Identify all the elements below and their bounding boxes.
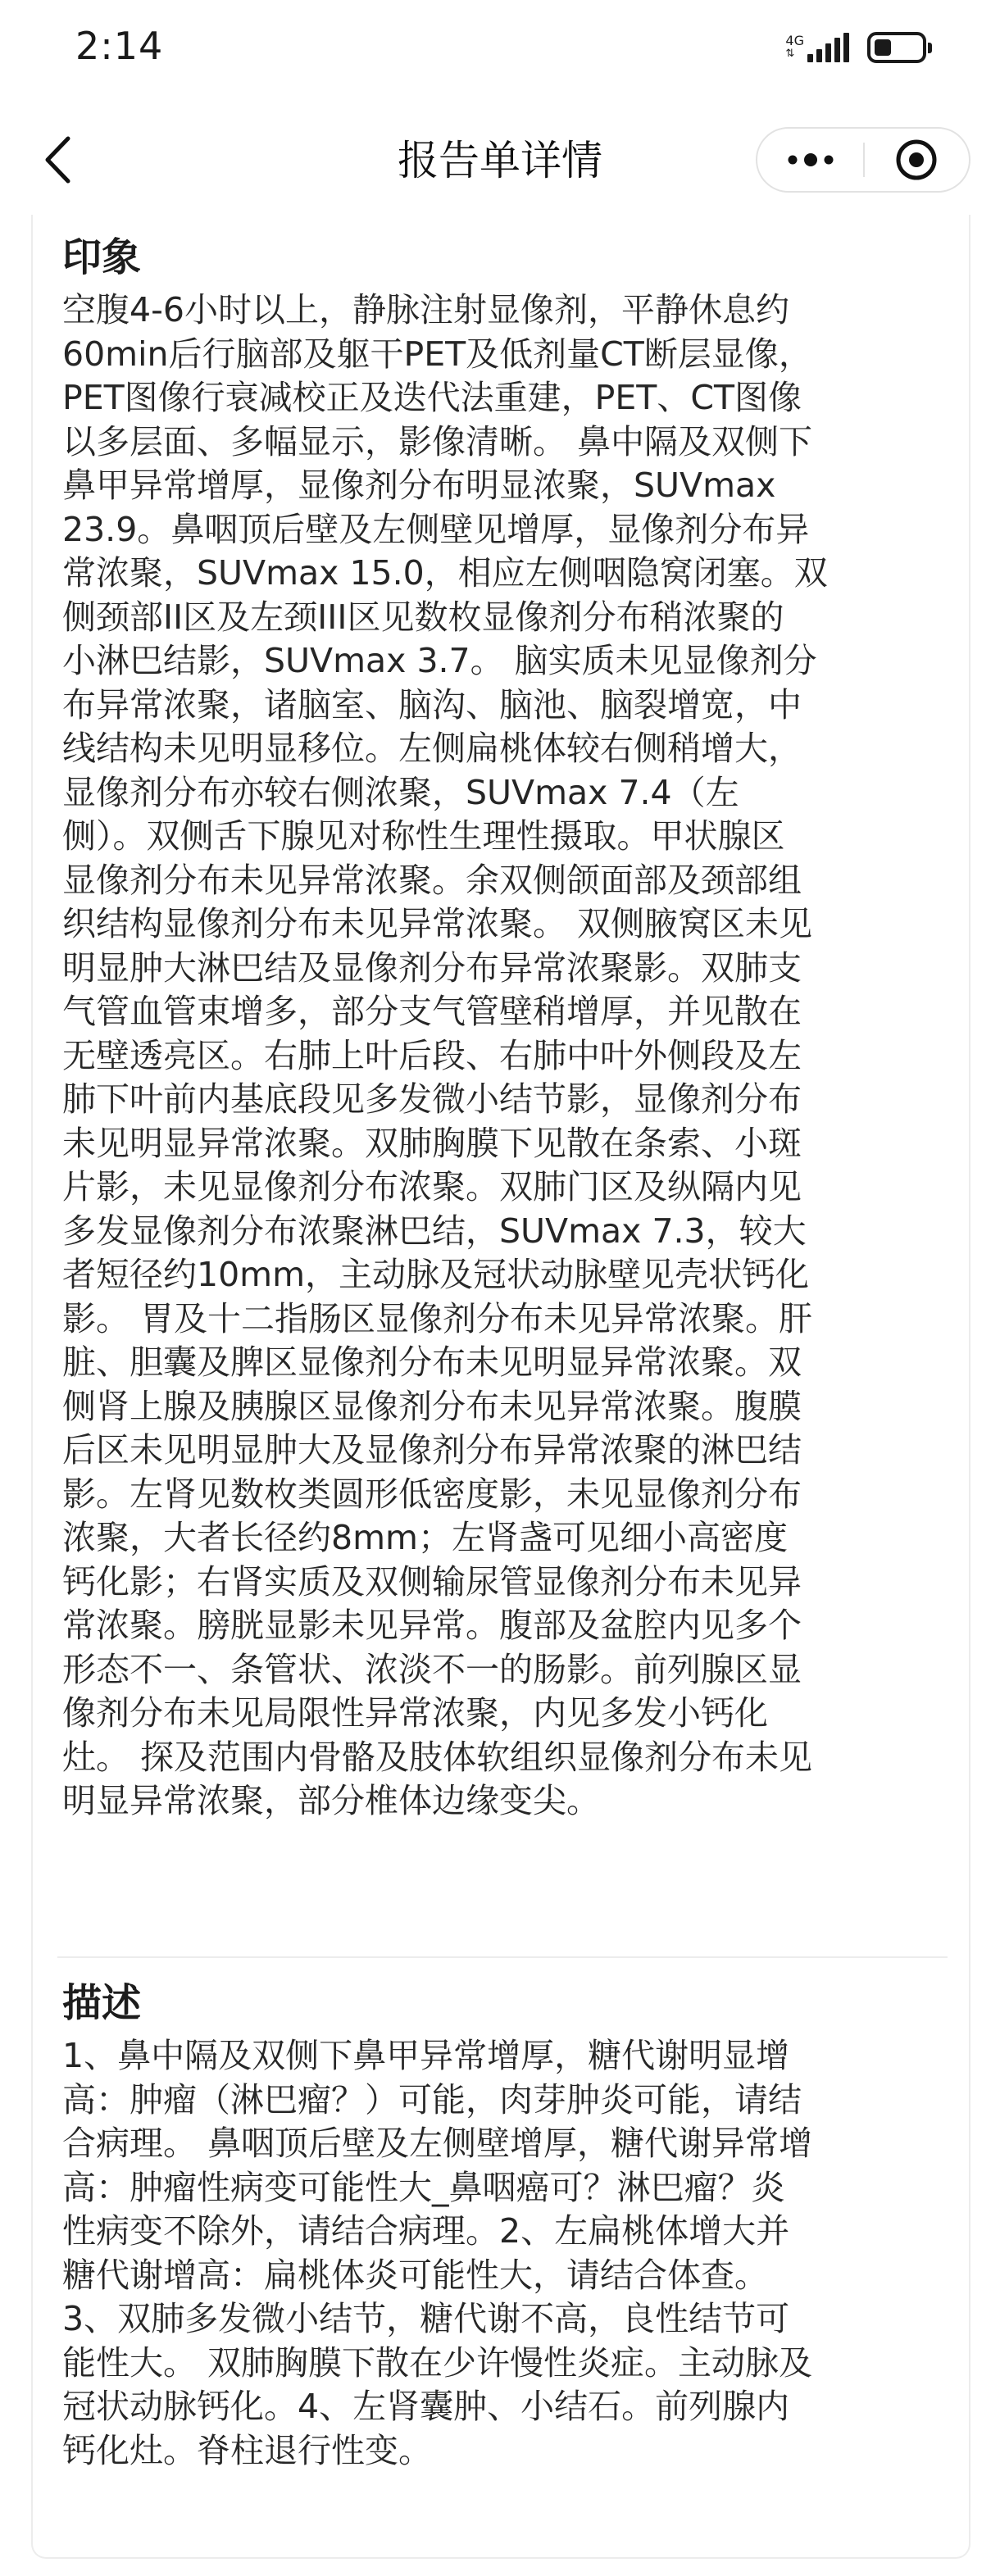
impression-section [62,231,951,1824]
close-button[interactable] [865,129,969,191]
more-button[interactable] [757,129,863,191]
description-title: 描述 [62,1980,142,2026]
page-title: 报告单详情 [398,137,602,184]
section-divider [57,1956,948,1958]
network-activity-icon: ⇅ [785,48,795,60]
navigation-bar [0,98,1000,221]
impression-title: 印象 [62,234,142,280]
report-card [31,215,970,2559]
network-type [785,34,804,61]
battery-icon [867,32,926,63]
target-close-icon [895,139,938,181]
description-section [62,1977,951,2473]
status-bar [0,0,1000,98]
mini-program-capsule [756,127,970,193]
description-text: 1、鼻中隔及双侧下鼻甲异常增厚，糖代谢明显增 高：肿瘤（淋巴瘤？）可能，肉芽肿炎可能，请结 合病理。 鼻咽顶后壁及左侧壁增厚，糖代谢异常增 高：肿瘤性病变可能性大_鼻咽癌可？淋巴瘤？炎 性病变不除外，请结合病理。2、左扁桃体增大并 糖代谢增高：扁桃体炎可能性大，请结合体查。 3、双肺多发微小结节，糖代谢不高，良性结节可 能性大。 双肺胸膜下散在少许慢性炎症。主动脉及 冠状动脉钙化。4、左肾囊肿、小结石。前列腺内 钙化灶。脊柱退行性变。 [62,2036,813,2470]
signal-icon [807,33,852,62]
network-label: 4G [785,33,804,48]
status-time: 2:14 [75,24,164,68]
more-dots-icon [786,152,835,168]
status-indicators [785,28,926,67]
impression-text: 空腹4-6小时以上，静脉注射显像剂，平静休息约 60min后行脑部及躯干PET及低剂量CT断层显像， PET图像行衰减校正及迭代法重建，PET、CT图像 以多层面、多幅显示，影像清晰。 鼻中隔及双侧下 鼻甲异常增厚，显像剂分布明显浓聚，SUVmax 23.9。鼻咽顶后壁及左侧壁见增厚，显像剂分布异 常浓聚，SUVmax 15.0，相应左侧咽隐窝闭塞。双 侧颈部II区及左颈III区见数枚显像剂分布稍浓聚的 小淋巴结影，SUVmax 3.7。 脑实质未见显像剂分 布异常浓聚，诸脑室、脑沟、脑池、脑裂增宽，中 线结构未见明显移位。左侧扁桃体较右侧稍增大， 显像剂分布亦较右侧浓聚，SUVmax 7.4（左 侧）。双侧舌下腺见对称性生理性摄取。甲状腺区 显像剂分布未见异常浓聚。余双侧颌面部及颈部组 织结构显像剂分布未见异常浓聚。 双侧腋窝区未见 明显肿大淋巴结及显像剂分布异常浓聚影。双肺支 气管血管束增多，部分支气管壁稍增厚，并见散在 无壁透亮区。右肺上叶后段、右肺中叶外侧段及左 肺下叶前内基底段见多发微小结节影，显像剂分布 未见明显异常浓聚。双肺胸膜下见散在条索、小斑 片影，未见显像剂分布浓聚。双肺门区及纵隔内见 多发显像剂分布浓聚淋巴结，SUVmax 7.3，较大 者短径约10mm，主动脉及冠状动脉壁见壳状钙化 影。 胃及十二指肠区显像剂分布未见异常浓聚。肝 脏、胆囊及脾区显像剂分布未见明显异常浓聚。双 侧肾上腺及胰腺区显像剂分布未见异常浓聚。腹膜 后区未见明显肿大及显像剂分布异常浓聚的淋巴结 影。左肾见数枚类圆形低密度影，未见显像剂分布 浓聚，大者长径约8mm；左肾盏可见细小高密度 钙化影；右肾实质及双侧输尿管显像剂分布未见异 常浓聚。膀胱显影未见异常。腹部及盆腔内见多个 形态不一、条管状、浓淡不一的肠影。前列腺区显 像剂分布未见局限性异常浓聚，内见多发小钙化 灶。 探及范围内骨骼及肢体软组织显像剂分布未见 明显异常浓聚，部分椎体边缘变尖。 [62,290,828,1820]
